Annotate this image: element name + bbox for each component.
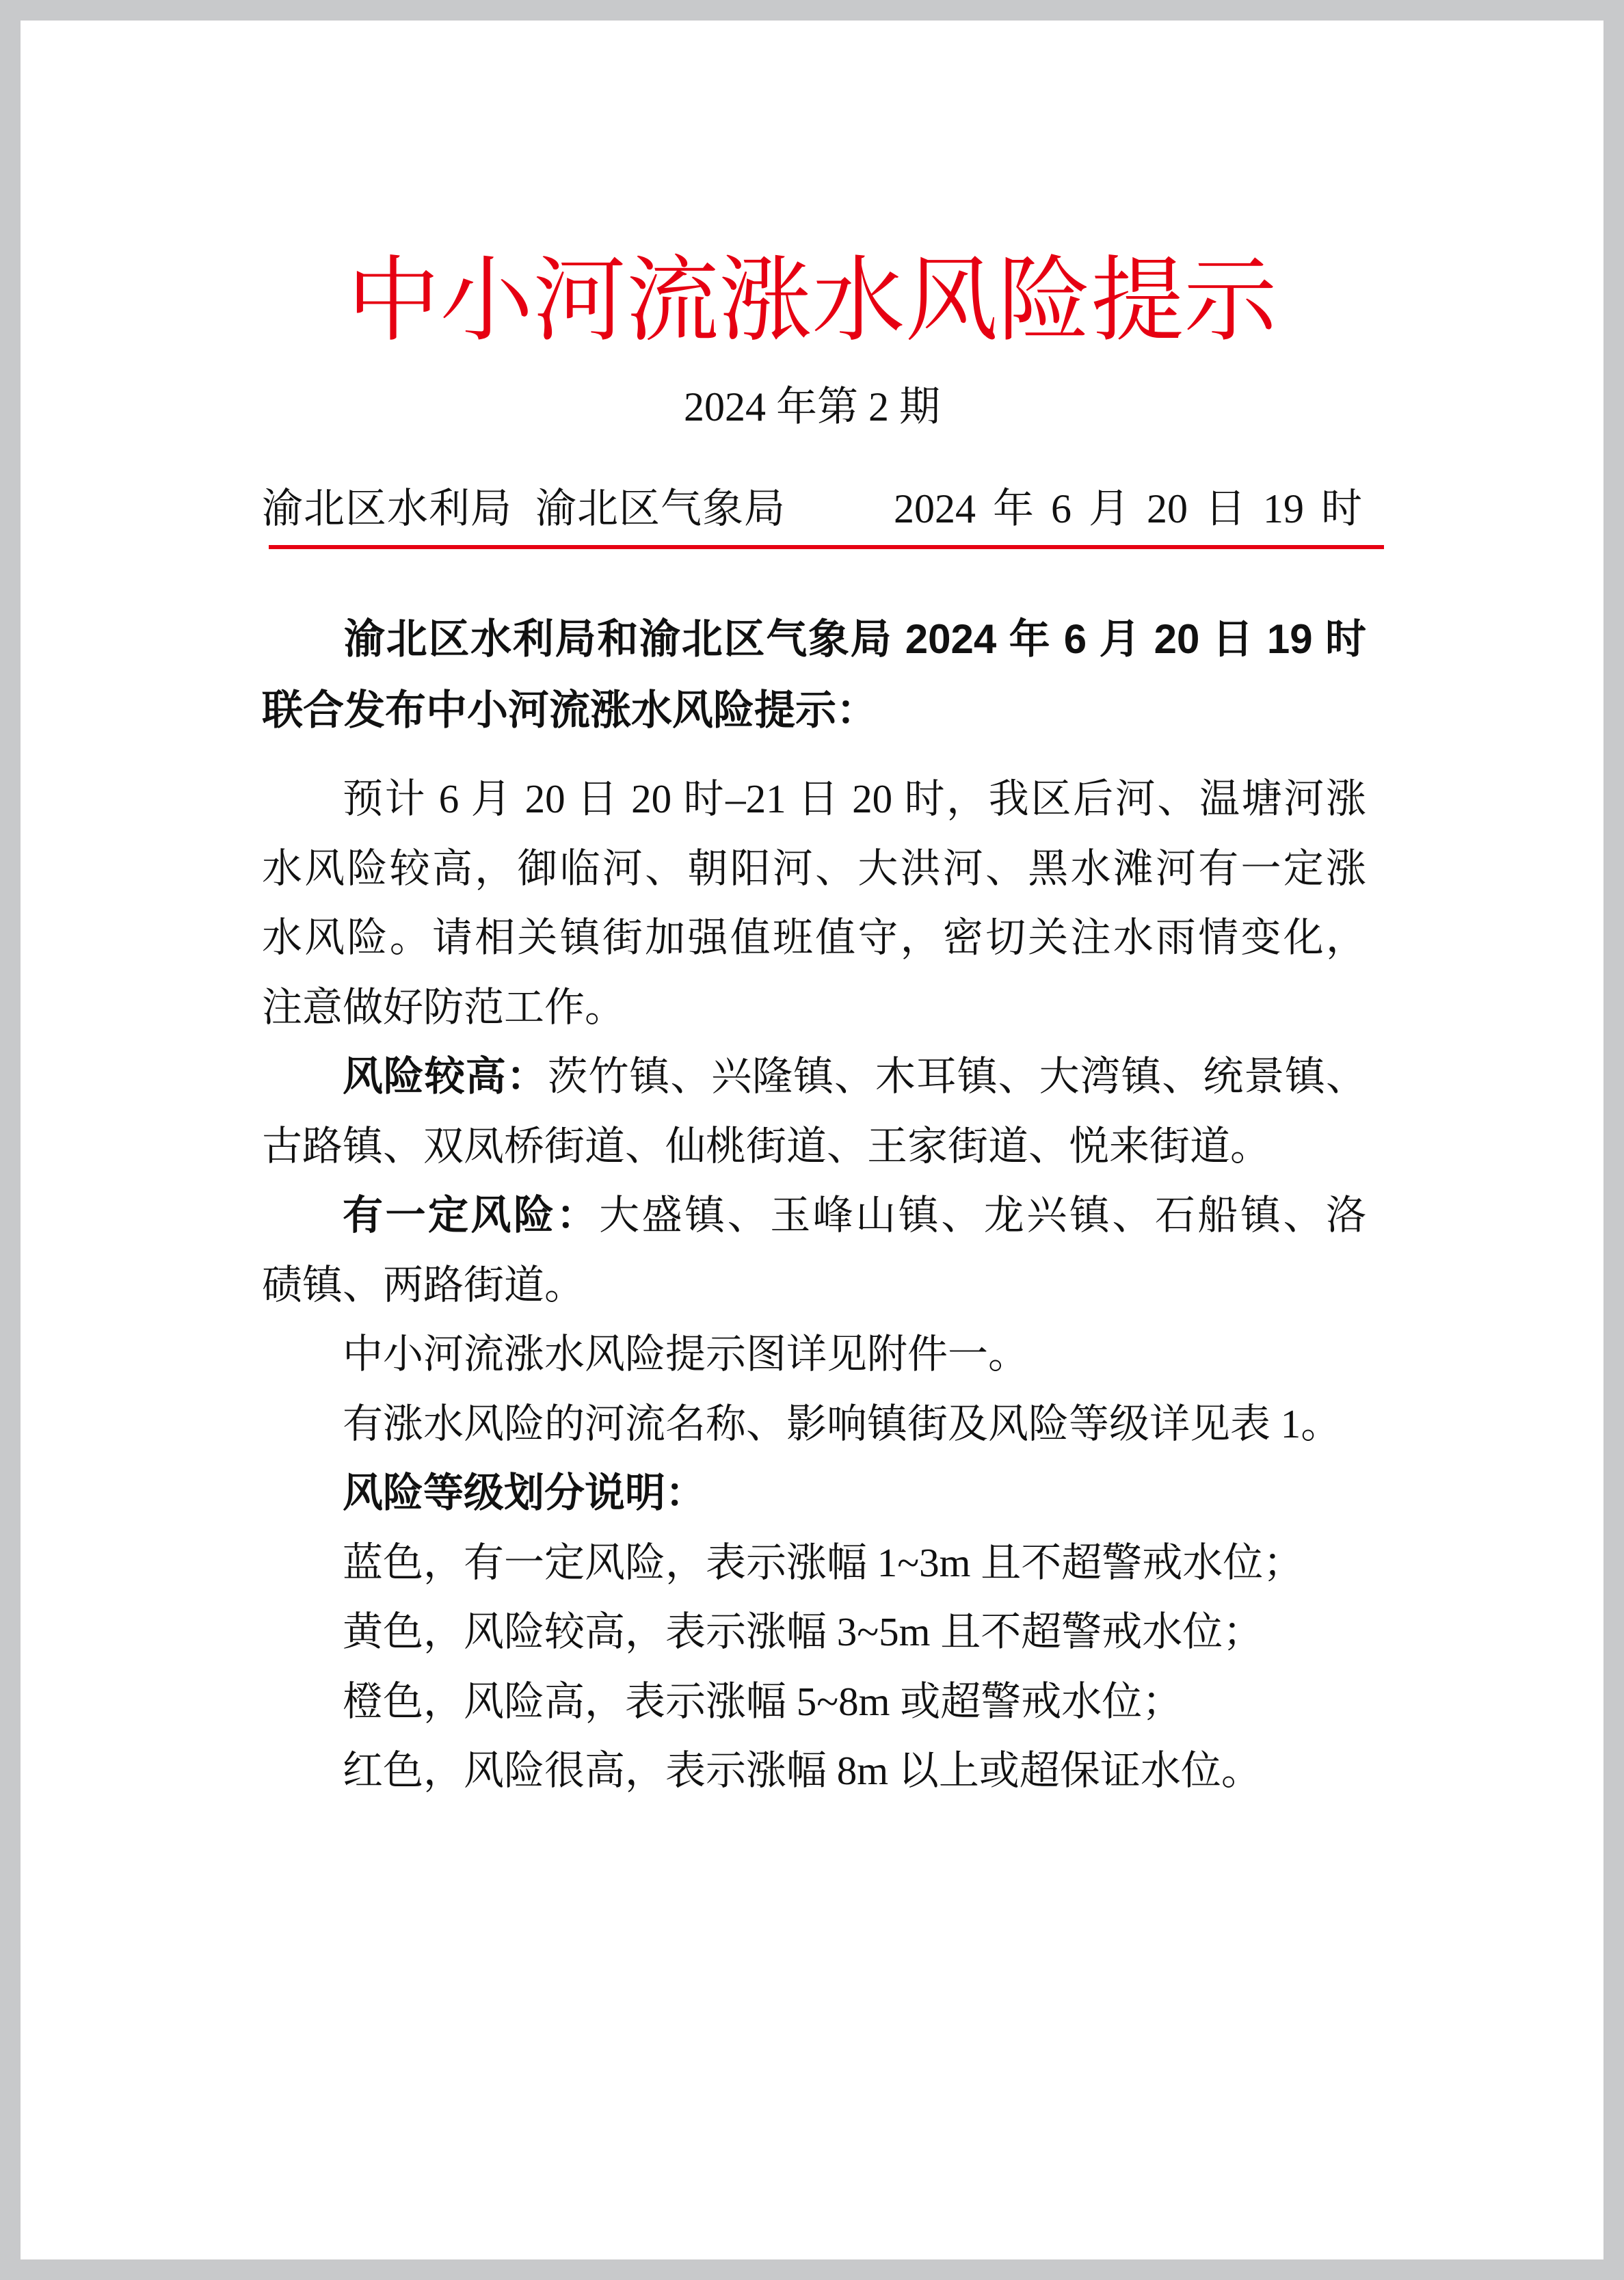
forecast-paragraph: [262, 765, 1366, 1042]
red-divider-line: [269, 545, 1384, 549]
body-paragraphs: [262, 765, 1366, 1806]
moderate-risk-line: 碛镇、两路街道。: [262, 1262, 585, 1308]
moderate-risk-line: [262, 1181, 1366, 1251]
risk-level-blue: 蓝色，有一定风险，表示涨幅 1~3m 且不超警戒水位；: [343, 1539, 1304, 1585]
forecast-line: 水风险较高，御临河、朝阳河、大洪河、黑水滩河有一定涨: [262, 845, 1366, 891]
document-body: [262, 604, 1366, 1806]
high-risk-areas: 茨竹镇、兴隆镇、木耳镇、大湾镇、统景镇、: [547, 1054, 1366, 1099]
issue-datetime: 2024 年 6 月 20 日 19 时: [894, 486, 1362, 531]
intro-paragraph: [262, 604, 1366, 746]
intro-line: 联合发布中小河流涨水风险提示：: [262, 687, 877, 733]
issuer-header: [262, 481, 1362, 536]
issue-number: 2024 年第 2 期: [684, 384, 940, 429]
forecast-line: 水风险。请相关镇街加强值班值守，密切关注水雨情变化，: [262, 915, 1366, 960]
risk-levels-list: [262, 1528, 1366, 1806]
map-attachment-note: 中小河流涨水风险提示图详见附件一。: [343, 1331, 1029, 1377]
risk-level-red: 红色，风险很高，表示涨幅 8m 以上或超保证水位。: [343, 1748, 1262, 1793]
table-reference-note: 有涨水风险的河流名称、影响镇街及风险等级详见表 1。: [343, 1401, 1342, 1446]
high-risk-line: [262, 1042, 1366, 1112]
moderate-risk-paragraph: [262, 1181, 1366, 1320]
document-page: [21, 21, 1603, 2259]
high-risk-paragraph: [262, 1042, 1366, 1181]
risk-level-orange: 橙色，风险高，表示涨幅 5~8m 或超警戒水位；: [343, 1678, 1183, 1724]
moderate-risk-label: 有一定风险：: [343, 1193, 600, 1238]
risk-levels-heading: 风险等级划分说明：: [343, 1470, 706, 1515]
forecast-line: 预计 6 月 20 日 20 时–21 日 20 时，我区后河、温塘河涨: [343, 776, 1366, 821]
issuing-agencies: 渝北区水利局 渝北区气象局: [262, 486, 786, 531]
intro-line: 渝北区水利局和渝北区气象局 2024 年 6 月 20 日 19 时: [344, 616, 1366, 662]
high-risk-label: 风险较高：: [343, 1054, 548, 1099]
high-risk-line: 古路镇、双凤桥街道、仙桃街道、王家街道、悦来街道。: [262, 1123, 1271, 1169]
moderate-risk-areas: 大盛镇、玉峰山镇、龙兴镇、石船镇、洛: [599, 1193, 1366, 1238]
risk-level-yellow: 黄色，风险较高，表示涨幅 3~5m 且不超警戒水位；: [343, 1609, 1264, 1654]
document-title: 中小河流涨水风险提示: [347, 247, 1277, 355]
forecast-line: 注意做好防范工作。: [262, 984, 626, 1030]
